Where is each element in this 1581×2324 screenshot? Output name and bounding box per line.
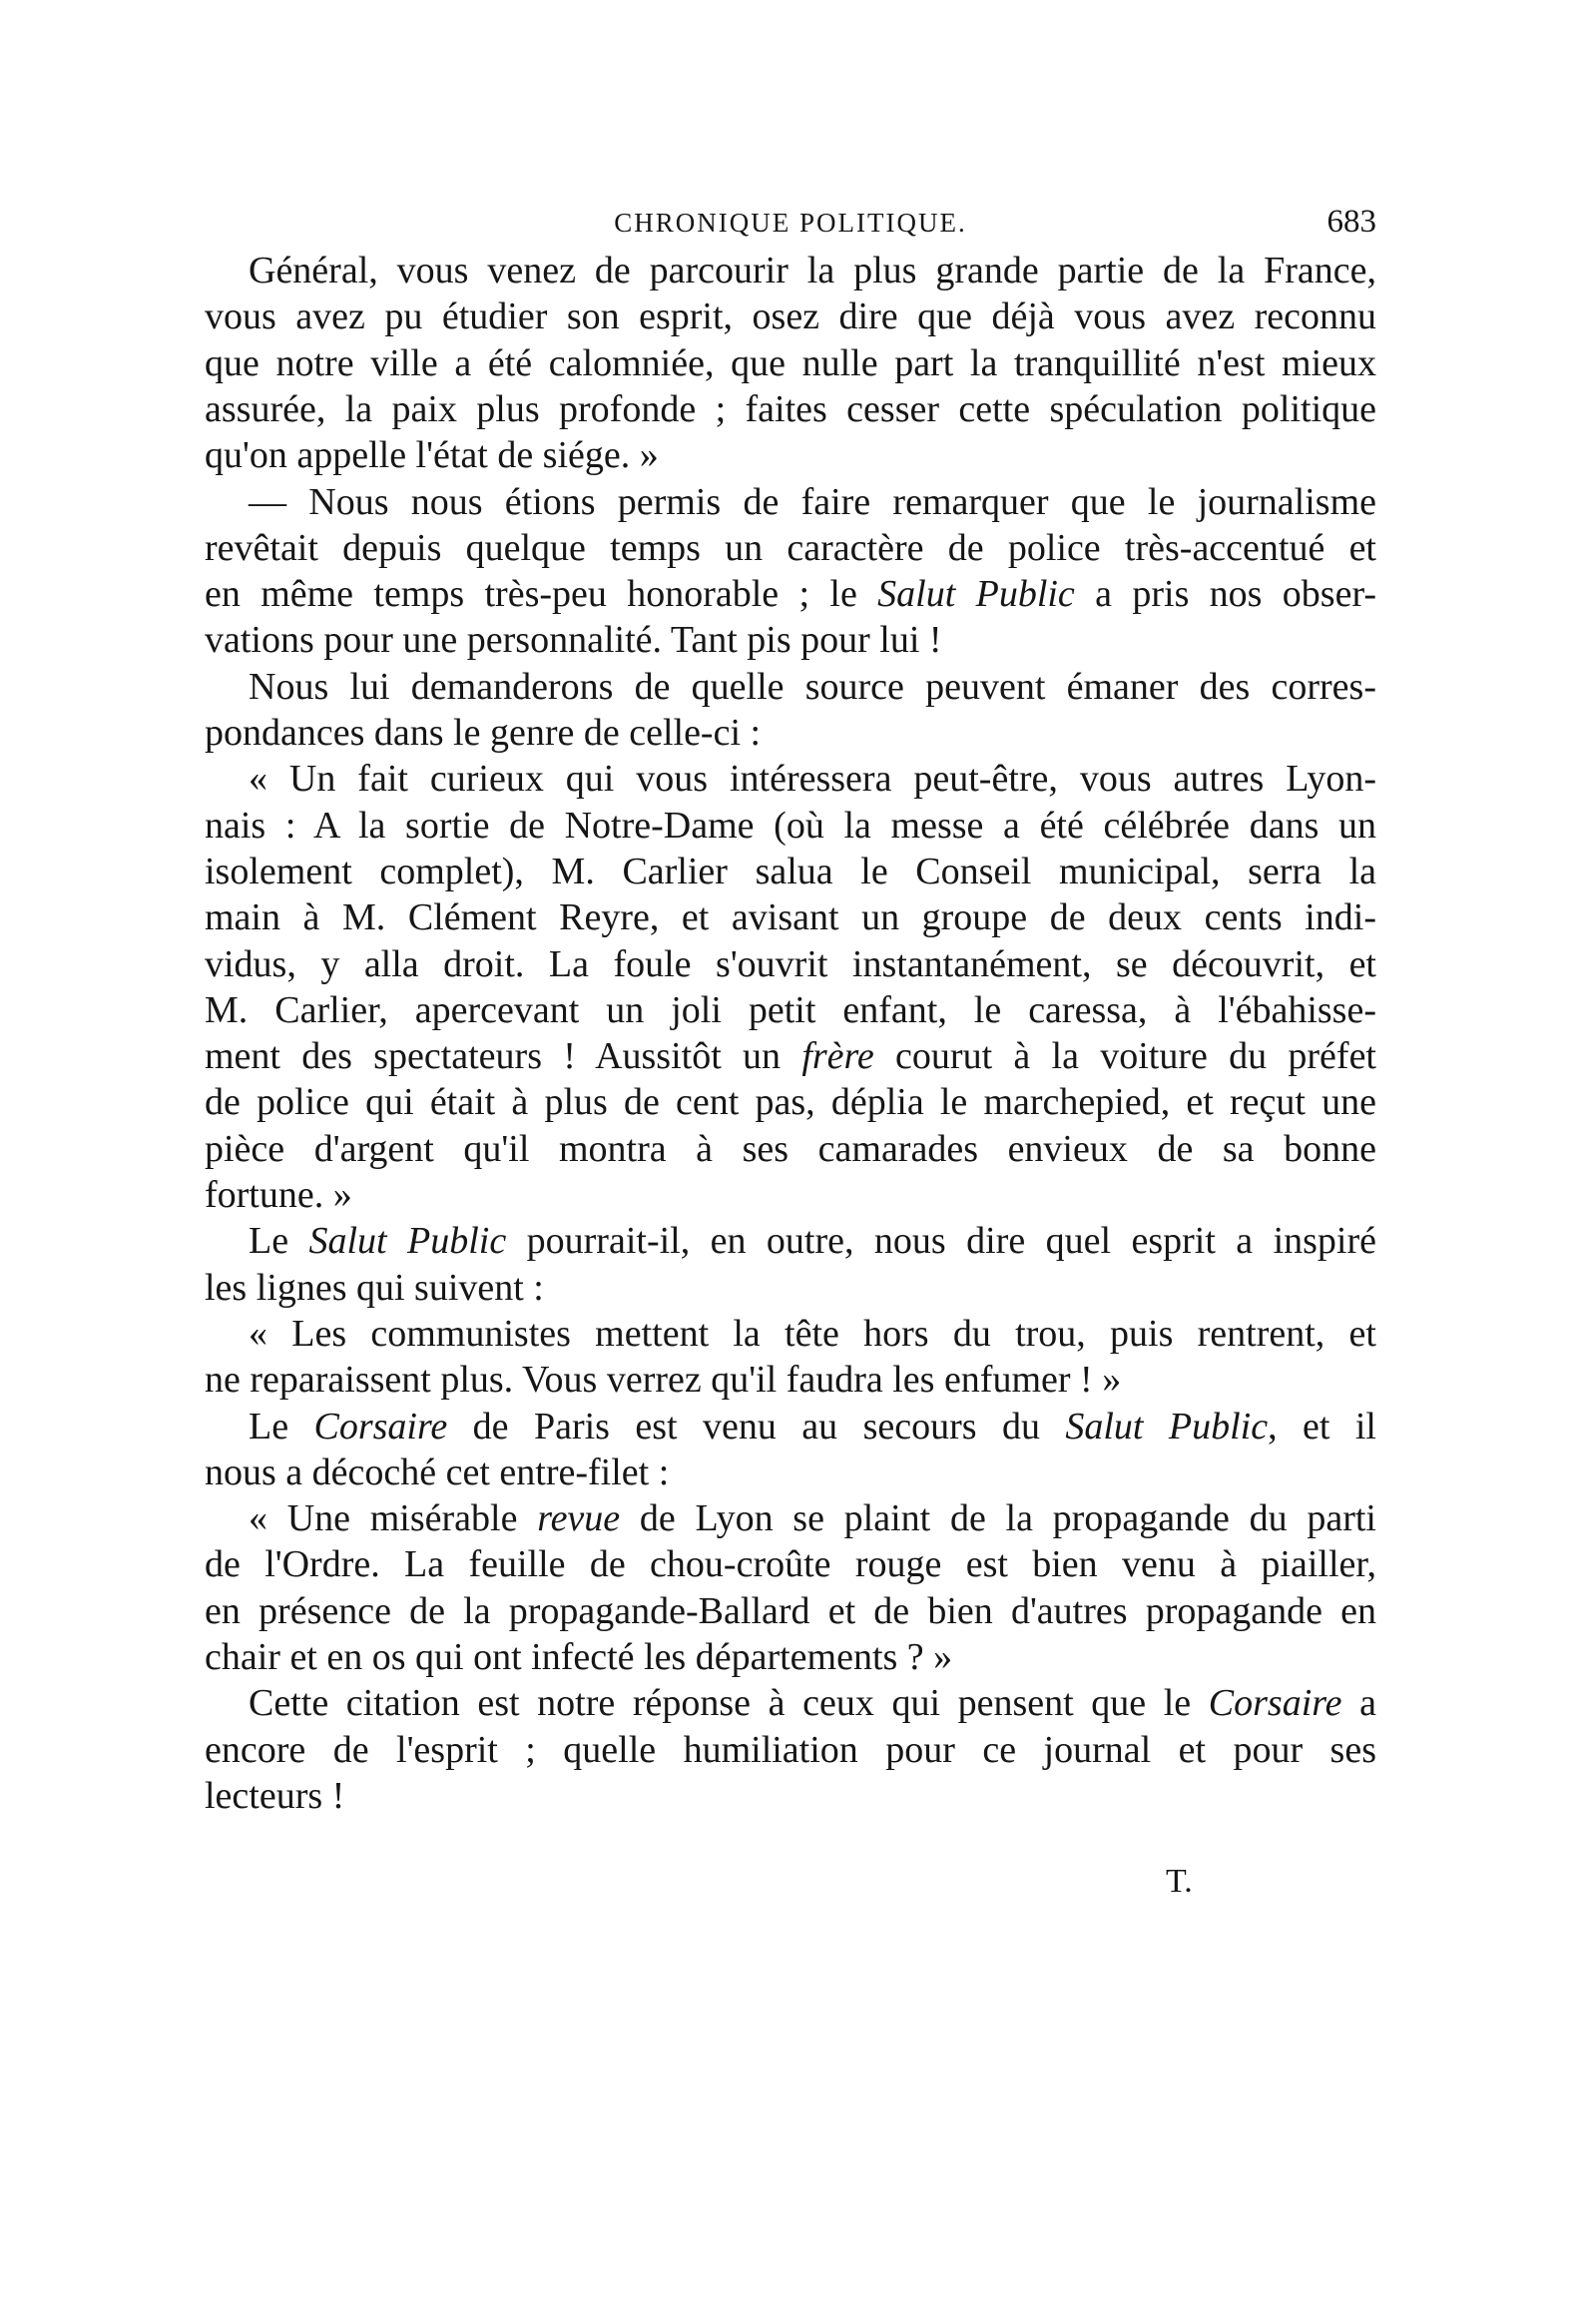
text-segment: main à M. Clément Reyre, et avisant un groupe de deux cents indi- <box>205 896 1376 939</box>
text-line <box>249 1404 1376 1450</box>
text-segment: Le <box>249 1405 314 1448</box>
text-segment: revêtait depuis quelque temps un caractère de police très-accentué et <box>205 526 1376 569</box>
text-segment: que notre ville a été calomniée, que nulle part la tranquillité n'est mieux <box>205 341 1376 384</box>
text-segment: pourrait-il, en outre, nous dire quel esprit a inspiré <box>506 1220 1377 1263</box>
text-line <box>205 1126 1376 1172</box>
text-line <box>249 664 1376 710</box>
text-segment: ne reparaissent plus. Vous verrez qu'il faudra les enfumer ! » <box>205 1359 1122 1402</box>
text-line <box>205 710 761 756</box>
text-line <box>205 525 1376 571</box>
signature: T. <box>1166 1863 1193 1900</box>
text-line <box>249 479 1376 525</box>
text-segment: de police qui était à plus de cent pas, déplia le marchepied, et reçut une <box>205 1081 1376 1124</box>
italic-title: frère <box>801 1035 874 1078</box>
text-line <box>205 293 1376 339</box>
text-segment: les lignes qui suivent : <box>205 1266 544 1309</box>
text-segment: vations pour une personnalité. Tant pis pour lui ! <box>205 619 942 662</box>
text-segment: ment des spectateurs ! Aussitôt un <box>205 1035 802 1078</box>
text-line <box>205 803 1376 849</box>
text-line <box>205 1079 1376 1125</box>
text-line <box>249 756 1376 802</box>
text-line <box>205 1265 544 1311</box>
text-segment: lecteurs ! <box>205 1774 345 1817</box>
italic-title: Corsaire <box>1208 1682 1342 1725</box>
text-segment: « Un fait curieux qui vous intéressera peut-être, vous autres Lyon- <box>249 758 1376 801</box>
text-segment: , et il <box>1268 1405 1376 1448</box>
text-segment: de l'Ordre. La feuille de chou-croûte rouge est bien venu à piailler, <box>205 1543 1376 1586</box>
text-line <box>205 1727 1376 1773</box>
italic-title: Corsaire <box>313 1405 448 1448</box>
text-segment: — Nous nous étions permis de faire remarquer que le journalisme <box>249 480 1376 523</box>
text-segment: « Une misérable <box>249 1497 538 1540</box>
text-segment: vous avez pu étudier son esprit, osez dire que déjà vous avez reconnu <box>205 295 1376 338</box>
italic-title: Salut Public <box>1065 1405 1269 1448</box>
text-segment: en présence de la propagande-Ballard et de bien d'autres propagande en <box>205 1589 1376 1632</box>
text-line <box>205 941 1376 987</box>
text-line <box>205 1033 1376 1079</box>
text-line <box>205 1773 344 1819</box>
page-number: 683 <box>1326 204 1376 240</box>
text-segment: fortune. » <box>205 1174 352 1216</box>
text-line <box>205 987 1376 1033</box>
italic-title: Salut Public <box>308 1220 507 1263</box>
text-segment: courut à la voiture du préfet <box>873 1035 1376 1078</box>
text-segment: encore de l'esprit ; quelle humiliation pour ce journal et pour ses <box>205 1728 1376 1771</box>
text-line <box>249 1495 1376 1541</box>
text-segment: vidus, y alla droit. La foule s'ouvrit instantanément, se découvrit, et <box>205 942 1376 985</box>
text-segment: assurée, la paix plus profonde ; faites cesser cette spéculation politique <box>205 387 1376 430</box>
text-line <box>205 1634 952 1680</box>
text-line <box>205 1357 1121 1403</box>
text-segment: qu'on appelle l'état de siége. » <box>205 434 659 477</box>
text-segment: isolement complet), M. Carlier salua le Conseil municipal, serra la <box>205 850 1376 892</box>
text-line <box>205 1172 352 1218</box>
text-line <box>205 386 1376 432</box>
text-line <box>205 849 1376 894</box>
text-line <box>249 1218 1376 1264</box>
text-segment: de Lyon se plaint de la propagande du parti <box>620 1497 1376 1540</box>
text-segment: nous a décoché cet entre-filet : <box>205 1451 670 1493</box>
text-segment: M. Carlier, apercevant un joli petit enfant, le caressa, à l'ébahisse- <box>205 988 1376 1031</box>
text-line <box>205 432 659 478</box>
text-segment: pondances dans le genre de celle-ci : <box>205 712 762 754</box>
text-segment: a pris nos obser- <box>1074 573 1377 616</box>
text-segment: « Les communistes mettent la tête hors du trou, puis rentrent, et <box>249 1312 1376 1355</box>
text-segment: de Paris est venu au secours du <box>447 1405 1066 1448</box>
italic-title: revue <box>537 1497 621 1540</box>
text-line <box>205 571 1376 617</box>
text-segment: pièce d'argent qu'il montra à ses camarades envieux de sa bonne <box>205 1127 1376 1170</box>
text-segment: Général, vous venez de parcourir la plus grande partie de la France, <box>249 250 1376 291</box>
text-segment: Nous lui demanderons de quelle source peuvent émaner des corres- <box>249 665 1376 708</box>
text-segment: Le <box>249 1220 309 1263</box>
text-line <box>249 1311 1376 1357</box>
text-line <box>205 1541 1376 1587</box>
text-segment: chair et en os qui ont infecté les départements ? » <box>205 1636 953 1678</box>
text-segment: Cette citation est notre réponse à ceux qui pensent que le <box>249 1682 1209 1725</box>
text-line <box>205 340 1376 386</box>
italic-title: Salut Public <box>877 573 1075 616</box>
running-head: CHRONIQUE POLITIQUE. <box>614 208 967 238</box>
text-line <box>205 1450 669 1495</box>
text-segment: en même temps très-peu honorable ; le <box>205 573 878 616</box>
text-line <box>249 1680 1376 1726</box>
text-line <box>205 894 1376 940</box>
text-line <box>205 617 942 663</box>
text-segment: a <box>1341 1682 1376 1725</box>
text-line <box>205 1588 1376 1634</box>
text-line <box>249 248 1376 293</box>
text-segment: nais : A la sortie de Notre-Dame (où la messe a été célébrée dans un <box>205 804 1376 847</box>
